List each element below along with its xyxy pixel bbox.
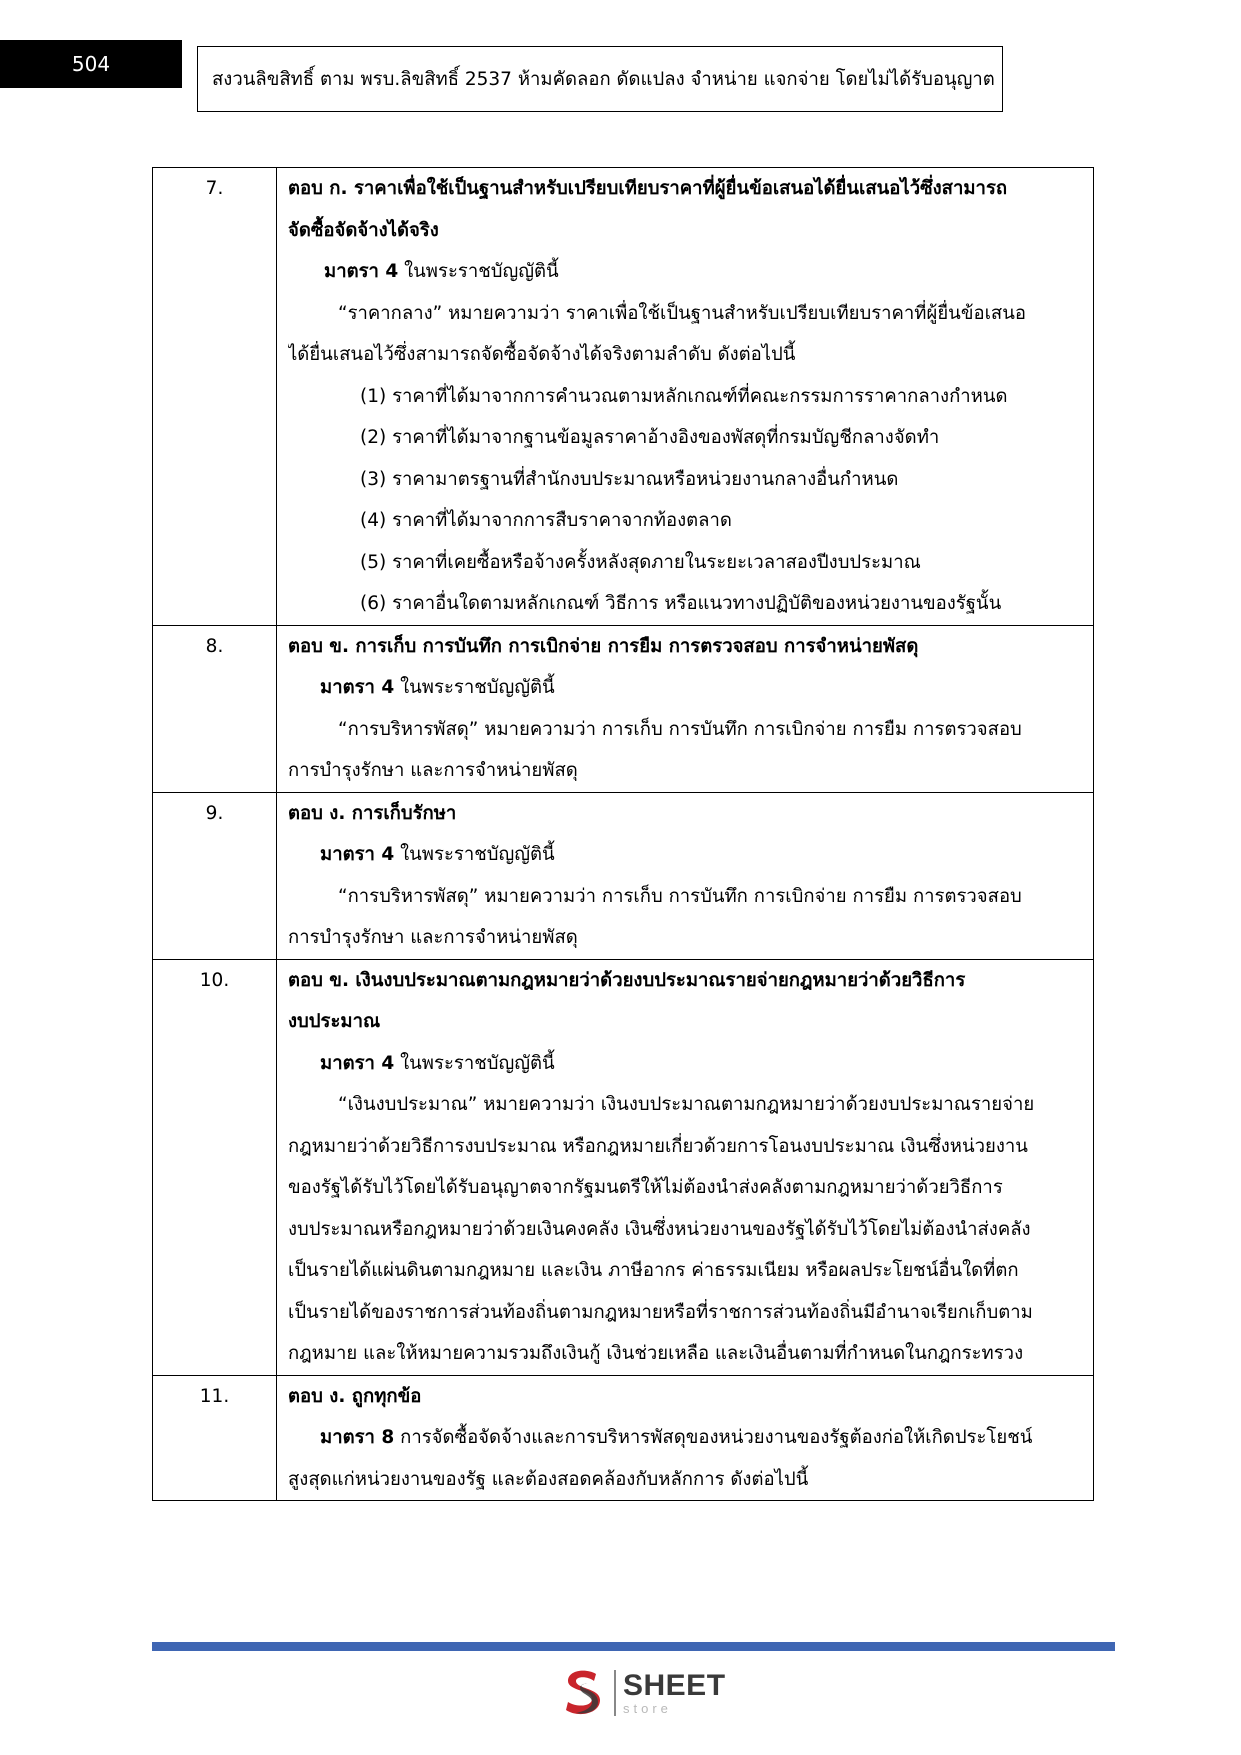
page-number: 504: [0, 40, 182, 88]
answer-cell: [277, 792, 1094, 959]
section-label: มาตรา 4: [324, 261, 399, 282]
definition-line: งบประมาณหรือกฎหมายว่าด้วยเงินคงคลัง เงินซึ่งหน่วยงานของรัฐได้รับไว้โดยไม่ต้องนำส่งคลัง: [288, 1218, 1031, 1240]
section-label: มาตรา 4: [320, 677, 395, 698]
section-reference: [288, 251, 1081, 293]
answer-cell: [277, 959, 1094, 1375]
answer-text: งบประมาณ: [288, 1011, 381, 1032]
definition-line: การบำรุงรักษา และการจำหน่ายพัสดุ: [288, 760, 578, 781]
definition-line: “เงินงบประมาณ” หมายความว่า เงินงบประมาณตามกฎหมายว่าด้วยงบประมาณรายจ่าย: [338, 1094, 1035, 1115]
question-number: 7.: [153, 168, 277, 626]
list-item: (4) ราคาที่ได้มาจากการสืบราคาจากท้องตลาด: [360, 510, 732, 531]
definition-line: กฎหมายว่าด้วยวิธีการงบประมาณ หรือกฎหมายเกี่ยวด้วยการโอนงบประมาณ เงินซึ่งหน่วยงาน: [288, 1135, 1028, 1157]
answer-cell: [277, 1375, 1094, 1501]
question-number: 11.: [153, 1375, 277, 1501]
table-row: [153, 1375, 1094, 1501]
definition-line: “การบริหารพัสดุ” หมายความว่า การเก็บ การบันทึก การเบิกจ่าย การยืม การตรวจสอบ: [338, 885, 1022, 907]
definition-line: เป็นรายได้ของราชการส่วนท้องถิ่นตามกฎหมายหรือที่ราชการส่วนท้องถิ่นมีอำนาจเรียกเก็บตาม: [288, 1301, 1033, 1323]
list-item: (6) ราคาอื่นใดตามหลักเกณฑ์ วิธีการ หรือแนวทางปฏิบัติของหน่วยงานของรัฐนั้น: [360, 593, 1002, 614]
question-number: 8.: [153, 625, 277, 792]
list-item: (1) ราคาที่ได้มาจากการคำนวณตามหลักเกณฑ์ที่คณะกรรมการราคากลางกำหนด: [360, 385, 1008, 407]
section-label: มาตรา 8: [320, 1427, 395, 1448]
sheet-store-logo: [558, 1666, 726, 1720]
question-number: 10.: [153, 959, 277, 1375]
answer-text: ตอบ ก. ราคาเพื่อใช้เป็นฐานสำหรับเปรียบเทียบราคาที่ผู้ยื่นข้อเสนอได้ยื่นเสนอไว้ซึ่งสามารถ: [288, 178, 1008, 199]
definition-line: ได้ยื่นเสนอไว้ซึ่งสามารถจัดซื้อจัดจ้างได้จริงตามลำดับ ดังต่อไปนี้: [288, 344, 796, 365]
footer-accent-bar: [152, 1642, 1115, 1651]
list-item: (5) ราคาที่เคยซื้อหรือจ้างครั้งหลังสุดภายในระยะเวลาสองปีงบประมาณ: [360, 551, 921, 573]
logo-text: [623, 1671, 726, 1715]
table-row: [153, 168, 1094, 626]
answer-text: จัดซื้อจัดจ้างได้จริง: [288, 219, 439, 241]
definition-line: กฎหมาย และให้หมายความรวมถึงเงินกู้ เงินช่วยเหลือ และเงินอื่นตามที่กำหนดในกฎกระทรวง: [288, 1343, 1024, 1364]
section-reference: [288, 1417, 1081, 1459]
section-label: มาตรา 4: [320, 1052, 395, 1074]
definition-line: ของรัฐได้รับไว้โดยได้รับอนุญาตจากรัฐมนตรีให้ไม่ต้องนำส่งคลังตามกฎหมายว่าด้วยวิธีการ: [288, 1177, 1003, 1198]
section-text: การจัดซื้อจัดจ้างและการบริหารพัสดุของหน่วยงานของรัฐต้องก่อให้เกิดประโยชน์: [394, 1427, 1033, 1448]
list-item: (2) ราคาที่ได้มาจากฐานข้อมูลราคาอ้างอิงของพัสดุที่กรมบัญชีกลางจัดทำ: [360, 427, 940, 448]
section-text: ในพระราชบัญญัตินี้: [394, 677, 555, 698]
section-label: มาตรา 4: [320, 844, 395, 865]
logo-subtitle: store: [623, 1701, 672, 1716]
answer-table: [152, 167, 1094, 1501]
table-row: [153, 625, 1094, 792]
answer-text: ตอบ ข. การเก็บ การบันทึก การเบิกจ่าย การยืม การตรวจสอบ การจำหน่ายพัสดุ: [288, 635, 919, 657]
sheet-logo-icon: [558, 1666, 608, 1720]
section-reference: [288, 667, 1081, 709]
section-text: ในพระราชบัญญัตินี้: [398, 261, 559, 282]
definition-line: การบำรุงรักษา และการจำหน่ายพัสดุ: [288, 927, 578, 948]
answer-text: ตอบ ง. ถูกทุกข้อ: [288, 1385, 422, 1407]
definition-line: สูงสุดแก่หน่วยงานของรัฐ และต้องสอดคล้องกับหลักการ ดังต่อไปนี้: [288, 1468, 809, 1490]
table-row: [153, 959, 1094, 1375]
table-row: [153, 792, 1094, 959]
question-number: 9.: [153, 792, 277, 959]
list-item: (3) ราคามาตรฐานที่สำนักงบประมาณหรือหน่วยงานกลางอื่นกำหนด: [360, 468, 899, 490]
answer-text: ตอบ ง. การเก็บรักษา: [288, 802, 457, 824]
section-text: ในพระราชบัญญัตินี้: [394, 844, 555, 865]
definition-line: “การบริหารพัสดุ” หมายความว่า การเก็บ การบันทึก การเบิกจ่าย การยืม การตรวจสอบ: [338, 718, 1022, 740]
answer-cell: [277, 625, 1094, 792]
answer-text: ตอบ ข. เงินงบประมาณตามกฎหมายว่าด้วยงบประมาณรายจ่ายกฎหมายว่าด้วยวิธีการ: [288, 969, 966, 991]
logo-separator: [614, 1670, 616, 1716]
section-reference: [288, 834, 1081, 876]
definition-line: เป็นรายได้แผ่นดินตามกฎหมาย และเงิน ภาษีอากร ค่าธรรมเนียม หรือผลประโยชน์อื่นใดที่ตก: [288, 1260, 1019, 1281]
section-reference: [288, 1043, 1081, 1085]
answer-cell: [277, 168, 1094, 626]
definition-line: “ราคากลาง” หมายความว่า ราคาเพื่อใช้เป็นฐานสำหรับเปรียบเทียบราคาที่ผู้ยื่นข้อเสนอ: [338, 302, 1026, 324]
logo-wordmark: SHEET: [623, 1669, 726, 1702]
copyright-notice: สงวนลิขสิทธิ์ ตาม พรบ.ลิขสิทธิ์ 2537 ห้ามคัดลอก ดัดแปลง จำหน่าย แจกจ่าย โดยไม่ได้รับอนุญาต: [197, 46, 1003, 112]
section-text: ในพระราชบัญญัตินี้: [394, 1052, 555, 1074]
